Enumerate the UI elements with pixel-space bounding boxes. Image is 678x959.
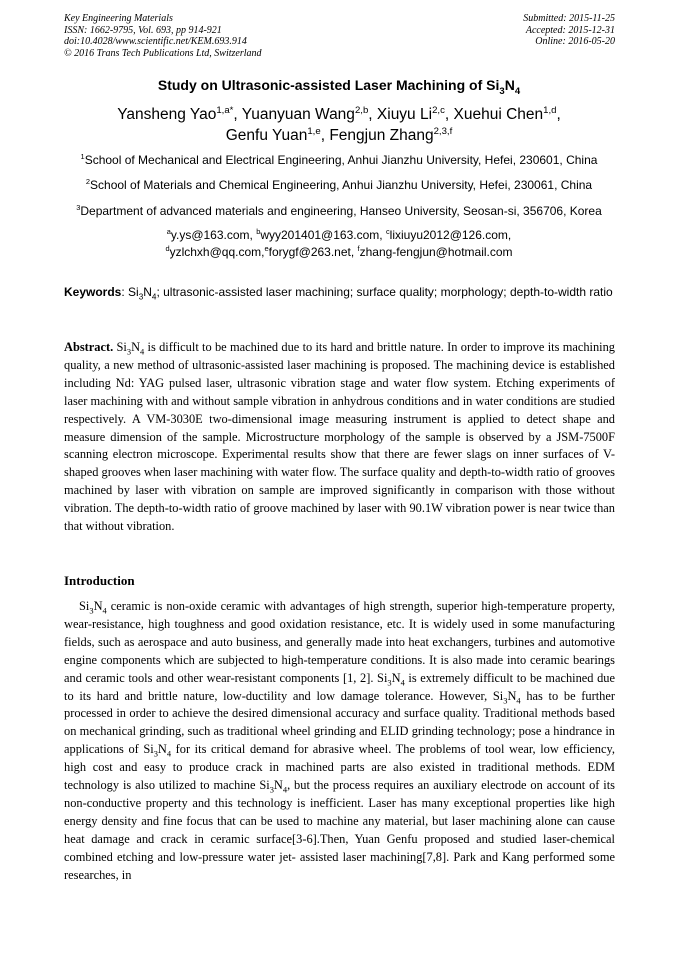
abstract-label: Abstract. [64, 340, 114, 354]
email[interactable]: $^d$yzlchxh@qq.com, [165, 243, 265, 259]
keywords: Keywords: $Si_3N_4$; ultrasonic-assisted laser machining; surface quality; morphology; depth-to-width ratio [64, 285, 613, 302]
journal-header [64, 13, 262, 59]
keywords-label: Keywords [64, 285, 122, 299]
email[interactable]: $^b$wyy201401@163.com, [256, 227, 386, 242]
email[interactable]: $^c$lixiuyu2012@126.com, [385, 227, 512, 242]
affiliation: $^1$School of Mechanical and Electrical Engineering, Anhui Jianzhu University, Hefei, 230601, China [80, 152, 598, 167]
author: Xiuyu Li$^{2,c}$, [376, 104, 454, 123]
accepted-date: Accepted: 2015-12-31 [525, 24, 615, 36]
affiliation: $^2$School of Materials and Chemical Engineering, Anhui Jianzhu University, Hefei, 230061, China [85, 177, 593, 192]
introduction-paragraph: $Si_3N_4$ ceramic is non-oxide ceramic with advantages of high strength, superior high-temperature property, wear-resistance, high toughness and good oxidation resistance, etc. It is widely used in some manufacturing fields, such as aerospace and auto business, and generally made into heat exchangers, turbines and automotive engine components which are subjected to high-temperature conditions. It is also made into ceramic bearings and ceramic tools and other wear-resistant components [1, 2]. $Si_3N_4$ is extremely difficult to be machined due to its hard and brittle nature, low-ductility and low damage tolerance. However, $Si_3N_4$ has to be further processed in order to achieve the desired dimensional accuracy and surface quality. Traditional methods based on mechanical grinding, such as traditional wheel grinding and ELID grinding technology; pose a hindrance in applications of $Si_3N_4$ for its critical demand for abrasive wheel. The problems of tool wear, low efficiency, high cost and easy to produce crack in machined parts are also existed in traditional methods. EDM technology is also utilized to machine $Si_3N_4$, but the process requires an auxiliary electrode on account of its non-conductive property and this technology is inefficient. Laser has many exceptional properties like high energy density and fine focus that can be used to machine any material, but laser machining alone can cause heat damage and crack in ceramic surface[3-6].Then, Yuan Genfu proposed and studied laser-chemical combined etching and low-pressure water jet- assisted laser machining[7,8]. Park and Kang performed some researches, in [64, 599, 616, 882]
author: Yansheng Yao$^{1,a*}$, [117, 104, 242, 123]
copyright: © 2016 Trans Tech Publications Ltd, Switzerland [64, 47, 262, 59]
author-list [60, 104, 618, 146]
paper-title: Study on Ultrasonic-assisted Laser Machining of $Si_3N_4$ [157, 77, 521, 97]
author: Xuehui Chen$^{1,d}$, [453, 104, 561, 123]
author: Genfu Yuan$^{1,e}$, [225, 125, 330, 144]
email[interactable]: $^e$forygf@263.net, [264, 243, 358, 259]
affiliation: $^3$Department of advanced materials and engineering, Hanseo University, Seosan-si, 356706, Korea [76, 203, 602, 218]
section-heading: Introduction [64, 573, 135, 588]
author: Yuanyuan Wang$^{2,b}$, [241, 104, 377, 123]
journal-issn: ISSN: 1662-9795, Vol. 693, pp 914-921 [64, 24, 222, 36]
journal-name: Key Engineering Materials [64, 13, 173, 24]
submitted-date: Submitted: 2015-11-25 [523, 13, 615, 24]
email[interactable]: $^a$y.ys@163.com, [166, 227, 257, 242]
dates-header [523, 13, 615, 48]
journal-doi: doi:10.4028/www.scientific.net/KEM.693.914 [64, 36, 247, 47]
abstract: Abstract. $Si_3N_4$ is difficult to be machined due to its hard and brittle nature. In order to improve its machining quality, a new method of ultrasonic-assisted laser machining is proposed. The machining device is established including Nd: YAG pulsed laser, ultrasonic vibration stage and water flow system. Etching experiments of laser machining with and without sample vibration in anhydrous conditions and in water conditions are studied respectively. A VM-3030E two-dimensional image measuring instrument is applied to detect shape and measure dimension of the sample. Microstructure morphology of the sample is observed by a JSM-7500F scanning electron microscope. Experimental results show that there are fewer slags on inner surfaces of V-shaped grooves when laser machining with water flow. The surface quality and depth-to-width ratio of grooves machined by laser with vibration on sample are improved significantly in comparison with those without vibration. The depth-to-width ratio of groove machined by laser with 90.1W vibration power is near twice than that without vibration. [64, 340, 615, 534]
author-emails [60, 227, 618, 260]
email[interactable]: $^f$zhang-fengjun@hotmail.com [357, 243, 513, 259]
online-date: Online: 2016-05-20 [535, 36, 615, 47]
author: Fengjun Zhang$^{2,3,f}$ [329, 125, 453, 144]
